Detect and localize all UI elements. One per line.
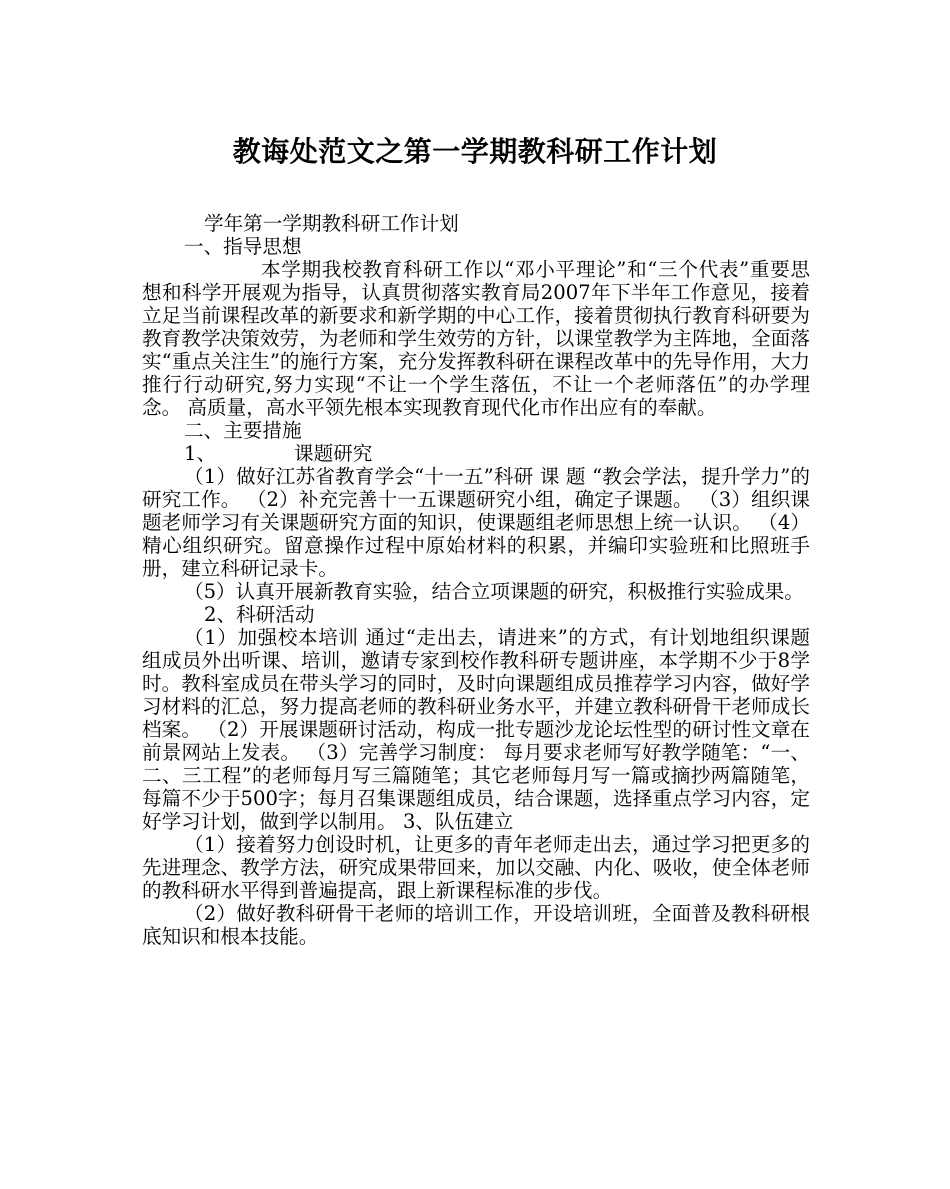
subsection-heading-research-activities: 2、科研活动 (204, 603, 315, 626)
document-title: 教诲处范文之第一学期教科研工作计划 (232, 135, 718, 168)
subsection-title: 课题研究 (294, 442, 373, 465)
team-building-paragraph-2: （2）做好教科研骨干老师的培训工作，开设培训班，全面普及教科研根底知识和根本技能。 (142, 902, 810, 948)
section-heading-guiding-ideology: 一、指导思想 (184, 235, 302, 258)
subsection-heading-topic-research (142, 442, 810, 465)
subsection-number: 1、 (184, 442, 217, 465)
research-activities-paragraph-1: （1）加强校本培训 通过“走出去，请进来”的方式，有计划地组织课题组成员外出听课、培训，邀请专家到校作教科研专题讲座，本学期不少于8学时。教科室成员在带头学习的同时，及时向课题组成员推荐学习内容，做好学习材料的汇总，努力提高老师的教科研业务水平，并建立教科研骨干老师成长档案。 （2）开展课题研讨活动，构成一批专题沙龙论坛性型的研讨性文章在前景网站上发表。 （3）完善学习制度： 每月要求老师写好教学随笔：“一、二、三工程”的老师每月写三篇随笔；其它老师每月写一篇或摘抄两篇随笔，每篇不少于500字；每月召集课题组成员，结合课题，选择重点学习内容，定好学习计划，做到学以制用。 3、队伍建立 (142, 626, 810, 833)
topic-research-paragraph-2: （5）认真开展新教育实验，结合立项课题的研究，积极推行实验成果。 (184, 580, 804, 603)
document-body (142, 212, 810, 948)
team-building-paragraph-1: （1）接着努力创设时机，让更多的青年老师走出去，通过学习把更多的先进理念、教学方法，研究成果带回来，加以交融、内化、吸收，使全体老师的教科研水平得到普遍提高，跟上新课程标准的步伐。 (142, 833, 810, 902)
guiding-ideology-paragraph: 本学期我校教育科研工作以“邓小平理论”和“三个代表”重要思想和科学开展观为指导，认真贯彻落实教育局2007年下半年工作意见，接着立足当前课程改革的新要求和新学期的中心工作，接着贯彻执行教育科研要为教育教学决策效劳，为老师和学生效劳的方针，以课堂教学为主阵地，全面落实“重点关注生”的施行方案，充分发挥教科研在课程改革中的先导作用，大力推行行动研究,努力实现“不让一个学生落伍，不让一个老师落伍”的办学理念。 高质量，高水平领先根本实现教育现代化市作出应有的奉献。 (142, 258, 810, 419)
document-subtitle: 学年第一学期教科研工作计划 (204, 212, 459, 235)
section-heading-main-measures: 二、主要措施 (184, 419, 302, 442)
topic-research-paragraph-1: （1）做好江苏省教育学会“十一五”科研 课 题 “教会学法，提升学力”的研究工作。 （2）补充完善十一五课题研究小组，确定子课题。 （3）组织课题老师学习有关课题研究方面的知识，使课题组老师思想上统一认识。 （4）精心组织研究。留意操作过程中原始材料的积累，并编印实验班和比照班手册，建立科研记录卡。 (142, 465, 810, 580)
